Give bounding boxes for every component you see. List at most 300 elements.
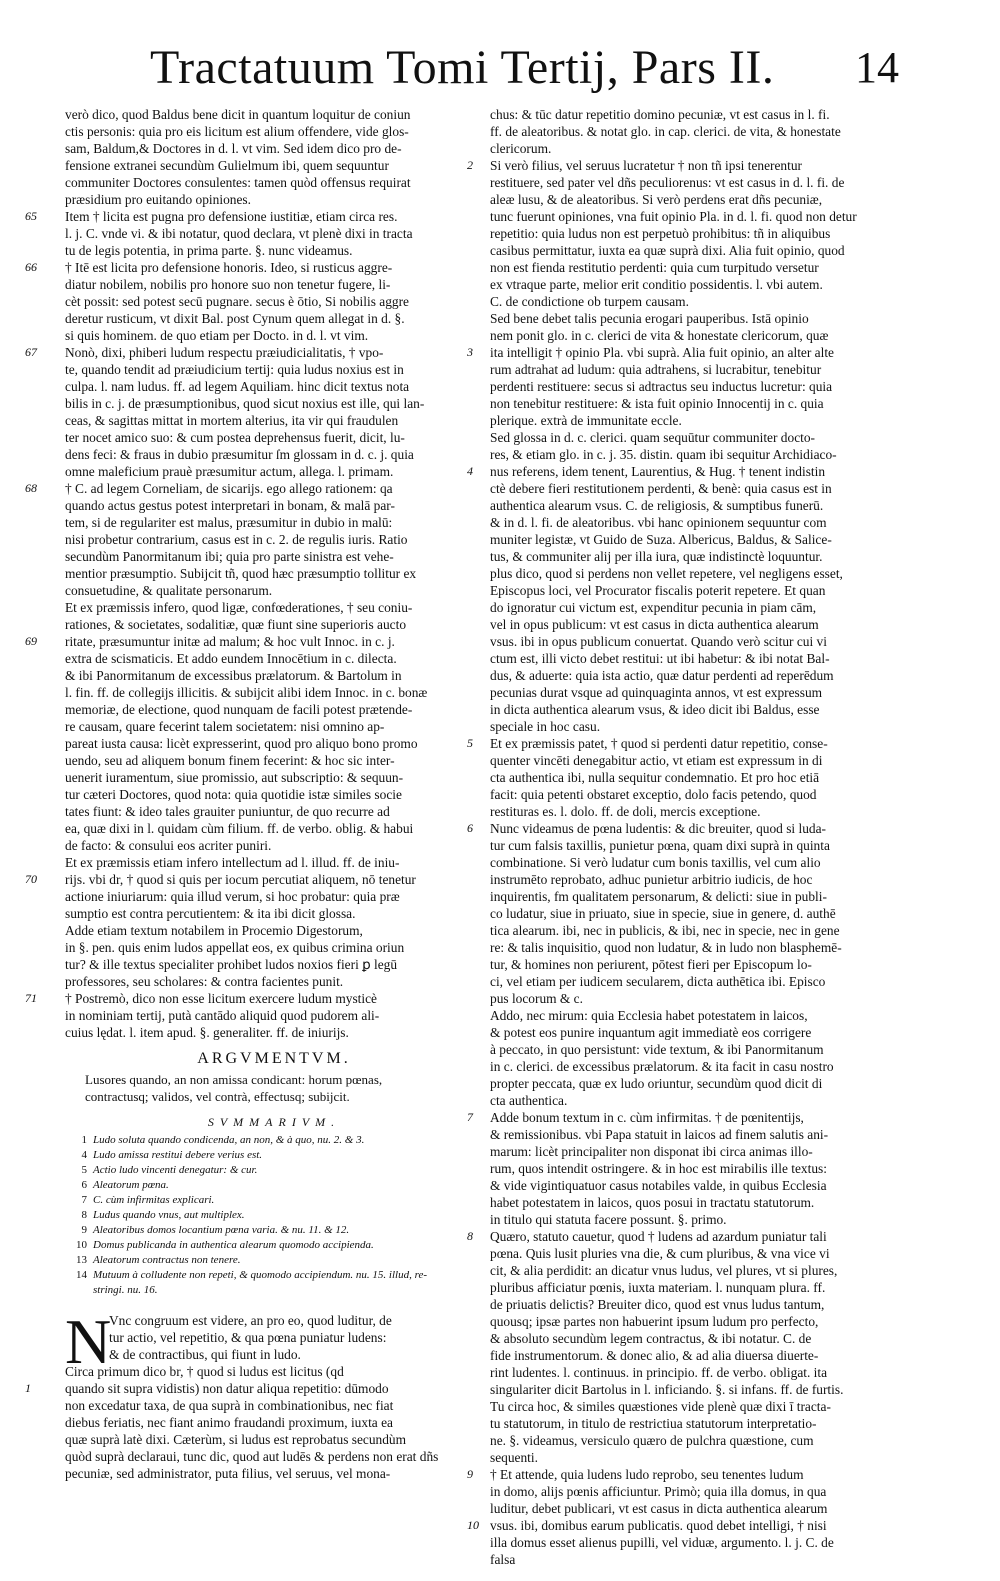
- line-text: re: & talis inquisitio, quod non ludatur, & in ludo non blasphemē-: [490, 940, 842, 955]
- line-text: speciale in hoc casu.: [490, 719, 601, 734]
- argumentum-line: contractusq; validos, vel contrà, effectusq; subijcit.: [85, 1089, 350, 1104]
- marginal-number: 7: [467, 1110, 473, 1124]
- line-text: rationes, & societates, sodalitiæ, quæ fiunt sine superioris aucto: [65, 617, 407, 632]
- summarium-item: [65, 1268, 483, 1283]
- text-line: [490, 1092, 930, 1109]
- text-line: [25, 990, 483, 1007]
- marginal-number: 67: [25, 345, 37, 359]
- text-line: [490, 276, 930, 293]
- text-line: [65, 1007, 483, 1024]
- text-line: [65, 599, 483, 616]
- text-line: [490, 684, 930, 701]
- text-line: [25, 208, 483, 225]
- line-text: † C. ad legem Corneliam, de sicarijs. ego allego rationem: qa: [65, 481, 393, 496]
- text-line: [490, 1194, 930, 1211]
- line-text: Item † licita est pugna pro defensione iustitiæ, etiam circa res.: [65, 209, 398, 224]
- line-text: in §. pen. quis enim ludos appellat eos, ex quibus crimina oriun: [65, 940, 405, 955]
- text-line: [467, 1517, 930, 1534]
- text-line: [490, 1279, 930, 1296]
- line-text: professores, seu scholares: & contra facientes punit.: [65, 974, 344, 989]
- summarium-number: 6: [81, 1179, 87, 1191]
- line-text: tu statutorum, in titulo de restrictiua statutorum interpretatio-: [490, 1416, 817, 1431]
- line-text: & potest eos punire inquantum agit immediatè eos corrigere: [490, 1025, 812, 1040]
- line-text: te, quando tendit ad præiudicium tertij: quia ludus noxius est in: [65, 362, 404, 377]
- line-text: quenter vincēti denegabitur actio, vt etiam est expressum in di: [490, 753, 823, 768]
- text-line: [25, 344, 483, 361]
- line-text: tur? & ille textus specialiter prohibet ludos noxios fieri ꝑ legū: [65, 957, 398, 972]
- marginal-number: 68: [25, 481, 37, 495]
- line-text: sequenti.: [490, 1450, 538, 1465]
- line-text: pecunias durat vsque ad quinquaginta annos, vt est expressum: [490, 685, 823, 700]
- text-line: [25, 871, 483, 888]
- line-text: tu de legis potentia, in prima parte. §. nunc videamus.: [65, 243, 353, 258]
- line-text: ea, quæ dixi in l. quidam cùm filium. ff. de verbo. oblig. & habui: [65, 821, 414, 836]
- line-text: in dicta authentica alearum vsus, & ideo dicit ibi Baldus, esse: [490, 702, 820, 717]
- text-line: [490, 497, 930, 514]
- text-line: [467, 1109, 930, 1126]
- line-text: plus dico, quod si perdens non vellet repetere, vel negligens esset,: [490, 566, 843, 581]
- text-line: [490, 412, 930, 429]
- text-line: [65, 1448, 483, 1465]
- marginal-number: 71: [25, 991, 37, 1005]
- text-line: [490, 1160, 930, 1177]
- line-text: diebus feriatis, nec fiant animo fraudandi proximum, iuxta ea: [65, 1415, 393, 1430]
- text-line: [490, 208, 930, 225]
- line-text: res, & etiam glo. in c. j. 35. distin. quam ibi sequitur Archidiaco-: [490, 447, 837, 462]
- line-text: Addo, nec mirum: quia Ecclesia habet potestatem in laicos,: [490, 1008, 808, 1023]
- line-text: quousq; ipsæ partes non habuerint ipsum ludum pro perfecto,: [490, 1314, 819, 1329]
- text-line: [490, 888, 930, 905]
- marginal-number: 65: [25, 209, 37, 223]
- text-line: [65, 276, 483, 293]
- text-line: [65, 140, 483, 157]
- text-line: [490, 310, 930, 327]
- line-text: Sed glossa in d. c. clerici. quam sequūtur communiter docto-: [490, 430, 816, 445]
- text-line: [490, 395, 930, 412]
- text-line: [65, 718, 483, 735]
- line-text: de priuatis delictis? Breuiter dico, quod est vnus ludus tantum,: [490, 1297, 825, 1312]
- summarium-item: [65, 1148, 483, 1163]
- line-text: † Postremò, dico non esse licitum exercere ludum mysticè: [65, 991, 377, 1006]
- text-line: [490, 633, 930, 650]
- summarium-text: stringi. nu. 16.: [93, 1284, 158, 1296]
- line-text: verò dico, quod Baldus bene dicit in quantum loquitur de coniun: [65, 107, 411, 122]
- line-text: & absoluto secundùm legem contractus, & ibi notatur. C. de: [490, 1331, 812, 1346]
- line-text: in c. clerici. de excessibus prælatorum. & ita facit in casu nostro: [490, 1059, 834, 1074]
- marginal-number: 8: [467, 1229, 473, 1243]
- text-line: [65, 106, 483, 123]
- line-text: uenerit iuramentum, siue promissio, aut subscriptio: & sequun-: [65, 770, 404, 785]
- marginal-number: 3: [467, 345, 473, 359]
- line-text: consuetudine, & qualitate personarum.: [65, 583, 273, 598]
- text-line: [490, 973, 930, 990]
- text-line: [490, 514, 930, 531]
- line-text: actione iniuriarum: quia illud verum, si hoc probatur: quia præ: [65, 889, 400, 904]
- text-line: [490, 1381, 930, 1398]
- line-text: in nominiam tertij, putà cantādo aliquid quod pudorem ali-: [65, 1008, 380, 1023]
- text-line: [65, 157, 483, 174]
- text-line: [65, 667, 483, 684]
- text-line: [490, 1364, 930, 1381]
- marginal-number: 69: [25, 634, 37, 648]
- line-text: tates fiunt: & ideo tales grauiter puniuntur, de quo recurre ad: [65, 804, 390, 819]
- line-text: illa domus esset alienus pupilli, vel viduæ, argumento. l. j. C. de: [490, 1535, 834, 1550]
- line-text: quando sit supra vidistis) non datur aliqua repetitio: dūmodo: [65, 1381, 389, 1396]
- line-text: falsa: [490, 1552, 516, 1567]
- line-text: Et ex præmissis infero, quod ligæ, confœderationes, † seu coniu-: [65, 600, 413, 615]
- line-text: aleæ lusu, & de aleatoribus. Si verò perdens erat dñs pecuniæ,: [490, 192, 823, 207]
- summarium-item: [65, 1238, 483, 1253]
- text-line: [65, 412, 483, 429]
- line-text: cèt possit: sed potest secū pugnare. secus è ōtio, Si nobilis aggre: [65, 294, 409, 309]
- line-text: tur cum falsis taxillis, punietur pœna, quam dixi suprà in quinta: [490, 838, 830, 853]
- text-line: [65, 242, 483, 259]
- text-line: [65, 1431, 483, 1448]
- line-text: † Et attende, quia ludens ludo reprobo, seu tenentes ludum: [490, 1467, 804, 1482]
- line-text: authentica alearum vsus. C. de religiosis, & sumptibus funerū.: [490, 498, 824, 513]
- line-text: luditur, debet publicari, vt est casus in dicta authentica alearum: [490, 1501, 828, 1516]
- line-text: in domo, alijs pœnis afficiuntur. Primò; quia illa domus, in qua: [490, 1484, 827, 1499]
- text-line: tur actio, vel repetitio, & qua pœna puniatur ludens:: [109, 1330, 387, 1345]
- line-text: habet potestatem in laicos, quos posui in tractatu statutorum.: [490, 1195, 815, 1210]
- line-text: vsus. ibi in opus publicum conuertat. Quando verò scitur cui vi: [490, 634, 827, 649]
- text-line: [65, 752, 483, 769]
- line-text: co ludatur, siue in priuato, siue in specie, siue in genere, d. authē: [490, 906, 836, 921]
- text-line: [490, 650, 930, 667]
- line-text: diatur nobilem, nobilis pro honore suo non tenetur fugere, li-: [65, 277, 391, 292]
- line-text: deretur rusticum, vt dixit Bal. post Cynum quem allegat in d. §.: [65, 311, 405, 326]
- line-text: rint ludentes. l. continuus. in principio. ff. de verbo. obligat. ita: [490, 1365, 828, 1380]
- text-line: [490, 1041, 930, 1058]
- text-line: [490, 1058, 930, 1075]
- text-line: [65, 1363, 483, 1380]
- line-text: combinatione. Si verò ludatur cum bonis taxillis, vel cum alio: [490, 855, 821, 870]
- line-text: † Itē est licita pro defensione honoris. Ideo, si rusticus aggre-: [65, 260, 393, 275]
- line-text: propter peccata, quæ ex ludo oriuntur, secundùm quod dicit di: [490, 1076, 823, 1091]
- left-column: [25, 106, 483, 1482]
- line-text: Et ex præmissis patet, † quod si perdenti datur repetitio, conse-: [490, 736, 828, 751]
- marginal-number: 66: [25, 260, 37, 274]
- text-line: [490, 140, 930, 157]
- text-line: [65, 701, 483, 718]
- argumentum-heading: ARGVMENTVM.: [197, 1050, 351, 1067]
- line-text: quòd suprà declaraui, tunc dic, quod aut ludēs & perdens non erat dñs: [65, 1449, 439, 1464]
- text-line: [65, 786, 483, 803]
- text-line: [25, 480, 483, 497]
- page-number: 14: [855, 43, 899, 92]
- line-text: cuius lędat. l. item apud. §. generaliter. ff. de iniurijs.: [65, 1025, 349, 1040]
- text-line: [65, 327, 483, 344]
- text-line: [490, 769, 930, 786]
- text-line: [490, 956, 930, 973]
- summarium-text: Domus publicanda in authentica alearum quomodo accipienda.: [93, 1239, 374, 1251]
- summarium-item: [65, 1223, 483, 1238]
- line-text: de facto: & consului eos acriter puniri.: [65, 838, 272, 853]
- text-line: [490, 1296, 930, 1313]
- marginal-number: 5: [467, 736, 473, 750]
- line-text: rum adtrahat ad ludum: quia adtrahens, si lucrabitur, tenebitur: [490, 362, 822, 377]
- text-line: [490, 1245, 930, 1262]
- summarium-item: [65, 1193, 483, 1208]
- text-line: [65, 446, 483, 463]
- text-line: [490, 1398, 930, 1415]
- line-text: præsidium pro euitando opiniones.: [65, 192, 251, 207]
- line-text: Sed bene debet talis pecunia erogari pauperibus. Istā opinio: [490, 311, 809, 326]
- line-text: & ibi Panormitanum de excessibus prælatorum. & Bartolum in: [65, 668, 402, 683]
- page-header: [0, 38, 1000, 108]
- text-line: [490, 548, 930, 565]
- text-line: [65, 922, 483, 939]
- text-line: [490, 429, 930, 446]
- text-line: [490, 752, 930, 769]
- text-line: [490, 1075, 930, 1092]
- line-text: facit: quia petenti obstaret exceptio, dolo facis petendo, quod: [490, 787, 817, 802]
- text-line: [25, 259, 483, 276]
- line-text: inquirentis, fm qualitatem personarum, & delicti: siue in publi-: [490, 889, 827, 904]
- text-line: Vnc congruum est videre, an pro eo, quod luditur, de: [109, 1313, 392, 1328]
- summarium-number: 5: [81, 1164, 87, 1176]
- line-text: & remissionibus. vbi Papa statuit in laicos ad finem salutis ani-: [490, 1127, 829, 1142]
- line-text: in titulo qui statuta facere possunt. §. primo.: [490, 1212, 727, 1227]
- text-line: [490, 480, 930, 497]
- line-text: ctis personis: quia pro eis licitum est alium offendere, vide glos-: [65, 124, 409, 139]
- text-line: [65, 905, 483, 922]
- text-line: [490, 106, 930, 123]
- line-text: tur, & homines non periurent, pōtest fieri per Episcopum lo-: [490, 957, 812, 972]
- text-line: [65, 429, 483, 446]
- line-text: Tu circa hoc, & similes quæstiones vide plenè quæ dixi ī tracta-: [490, 1399, 831, 1414]
- line-text: nus referens, idem tenent, Laurentius, & Hug. † tenent indistin: [490, 464, 826, 479]
- line-text: chus: & tūc datur repetitio domino pecuniæ, vt est casus in l. fi.: [490, 107, 830, 122]
- summarium-item: [65, 1283, 483, 1298]
- text-line: [490, 1007, 930, 1024]
- line-text: Circa primum dico br, † quod si ludus est licitus (qd: [65, 1364, 344, 1379]
- summarium-text: Aleatorum pœna.: [93, 1179, 169, 1191]
- summarium-text: C. cùm infirmitas explicari.: [93, 1194, 215, 1206]
- line-text: ter nocet amico suo: & cum postea deprehensus fuerit, dicit, lu-: [65, 430, 405, 445]
- line-text: mentior præsumptio. Subijcit tñ, quod hæc præsumptio tollitur ex: [65, 566, 417, 581]
- text-line: [65, 123, 483, 140]
- text-line: [65, 582, 483, 599]
- running-title: Tractatuum Tomi Tertij, Pars II.: [150, 41, 775, 94]
- line-text: restituere, sed pater vel dñs peculiorenus: vt est casus in d. l. fi. de: [490, 175, 845, 190]
- text-line: [65, 310, 483, 327]
- line-text: quæ suprà latè dixi. Cæterùm, si ludus est reprobatus secundùm: [65, 1432, 407, 1447]
- summarium-number: 14: [76, 1269, 87, 1281]
- text-line: [65, 803, 483, 820]
- text-line: [65, 378, 483, 395]
- line-text: l. j. C. vnde vi. & ibi notatur, quod declara, vt plenè dixi in tracta: [65, 226, 413, 241]
- text-line: [65, 191, 483, 208]
- line-text: vel in opus publicum: vt est casus in dicta authentica alearum: [490, 617, 819, 632]
- line-text: non tenebitur restituere: & ista fuit opinio Innocentij in c. quia: [490, 396, 824, 411]
- summarium-text: Mutuum à colludente non repeti, & quomodo accipiendum. nu. 15. illud, re-: [93, 1269, 428, 1281]
- line-text: casibus permittatur, iuxta ea quæ suprà dixi. Alia fuit opinio, quod: [490, 243, 845, 258]
- text-line: [467, 463, 930, 480]
- summarium-item: [65, 1253, 483, 1268]
- line-text: tica alearum. ibi, nec in publicis, & ibi, nec in specie, nec in gene: [490, 923, 840, 938]
- line-text: pareat iusta causa: licèt expresserint, quod pro aliquo bono promo: [65, 736, 418, 751]
- text-line: [490, 242, 930, 259]
- text-line: [490, 701, 930, 718]
- text-line: [65, 854, 483, 871]
- text-line: [467, 1228, 930, 1245]
- marginal-number: 4: [467, 464, 473, 478]
- line-text: ctè debere fieri restitutionem perdenti, & benè: quia casus est in: [490, 481, 832, 496]
- line-text: rijs. vbi dr, † quod si quis per iocum percutiat aliquem, nō tenetur: [65, 872, 416, 887]
- line-text: culpa. l. nam ludus. ff. ad legem Aquiliam. hinc dicit textus nota: [65, 379, 410, 394]
- text-line: [490, 718, 930, 735]
- text-line: [490, 1262, 930, 1279]
- marginal-number: 10: [467, 1518, 479, 1532]
- argumentum-line: Lusores quando, an non amissa condicant: horum pœnas,: [85, 1072, 383, 1087]
- text-line: [490, 599, 930, 616]
- line-text: cit, & alia perdidit: an dicatur vnus ludus, vel plures, vt si plures,: [490, 1263, 838, 1278]
- summarium-item: [65, 1208, 483, 1223]
- text-line: [490, 837, 930, 854]
- text-line: [490, 1432, 930, 1449]
- line-text: bilis in c. j. de præsumptionibus, quod sicut noxius est ille, qui lan-: [65, 396, 425, 411]
- line-text: ex vtraque parte, melior erit conditio possidentis. l. vbi autem.: [490, 277, 823, 292]
- text-line: [65, 684, 483, 701]
- text-line: [65, 939, 483, 956]
- text-line: [490, 1483, 930, 1500]
- summarium-text: Aleatoribus domos locantium pœna varia. & nu. 11. & 12.: [93, 1224, 350, 1236]
- line-text: restituras es. l. dolo. ff. de doli, mercis exceptione.: [490, 804, 761, 819]
- text-line: [65, 650, 483, 667]
- line-text: ne. §. videamus, versiculo quæro de pulchra quæstione, cum: [490, 1433, 814, 1448]
- line-text: ci, vel etiam per iudicem secularem, dicta authētica ibi. Episco: [490, 974, 826, 989]
- line-text: marum: licèt principaliter non disponat ibi circa animas illo-: [490, 1144, 813, 1159]
- text-line: [490, 616, 930, 633]
- marginal-number: 6: [467, 821, 473, 835]
- text-line: [65, 769, 483, 786]
- line-text: extra de scismaticis. Et addo eundem Innocētium in c. dilecta.: [65, 651, 397, 666]
- line-text: Nonò, dixi, phiberi ludum respectu præiudicialitatis, † vpo-: [65, 345, 384, 360]
- line-text: ceas, & sagittas mittat in mortem alterius, ita vir qui fraudulen: [65, 413, 399, 428]
- line-text: rum, quos intendit ostringere. & in hoc est mirabilis ille textus:: [490, 1161, 827, 1176]
- line-text: pecuniæ, sed administrator, puta filius, vel seruus, vel mona-: [65, 1466, 391, 1481]
- text-line: [25, 1380, 483, 1397]
- summarium-number: 8: [81, 1209, 87, 1221]
- text-line: [490, 1177, 930, 1194]
- text-line: [490, 531, 930, 548]
- line-text: omne maleficium prauè præsumitur actum, allega. l. primam.: [65, 464, 394, 479]
- summarium-item: [65, 1133, 483, 1148]
- summarium-number: 4: [81, 1149, 87, 1161]
- line-text: memoriæ, de electione, quod nunquam de facili potest prætende-: [65, 702, 413, 717]
- line-text: dus, & aduerte: quia ista actio, quæ datur perdenti ad reperēdum: [490, 668, 834, 683]
- text-line: & de contractibus, qui fiunt in ludo.: [109, 1347, 301, 1362]
- summarium-heading: SVMMARIVM.: [207, 1115, 341, 1129]
- text-line: [490, 1415, 930, 1432]
- line-text: secundùm Panormitanum ibi; quia pro parte sinistra est vehe-: [65, 549, 394, 564]
- text-line: [65, 1414, 483, 1431]
- text-line: [25, 633, 483, 650]
- line-text: & in d. l. fi. de aleatoribus. vbi hanc opinionem sequuntur com: [490, 515, 827, 530]
- line-text: fensione extranei secundùm Gulielmum ibi, quem sequuntur: [65, 158, 389, 173]
- line-text: uendo, seu ad aliquem bonum finem fecerint: & hoc sic inter-: [65, 753, 395, 768]
- line-text: Nunc videamus de pœna ludentis: & dic breuiter, quod si luda-: [490, 821, 827, 836]
- text-line: [490, 1211, 930, 1228]
- text-line: [490, 565, 930, 582]
- line-text: fide instrumentorum. & donec alio, & ad alia diuersa diuerte-: [490, 1348, 819, 1363]
- text-line: [490, 225, 930, 242]
- line-text: nisi probetur contrarium, casus est in c. 2. de regulis iuris. Ratio: [65, 532, 408, 547]
- marginal-number: 2: [467, 158, 473, 172]
- text-line: [65, 820, 483, 837]
- text-line: [490, 939, 930, 956]
- summarium-text: Aleatorum contractus non tenere.: [93, 1254, 241, 1266]
- text-line: [65, 497, 483, 514]
- text-line: [490, 667, 930, 684]
- line-text: communiter Doctores consulentes: tamen quòd offensus requirat: [65, 175, 411, 190]
- line-text: & vide vigintiquatuor casus notabiles valde, in quibus Ecclesia: [490, 1178, 827, 1193]
- line-text: quando actus gestus potest interpretari in bonam, & malā par-: [65, 498, 395, 513]
- text-line: [490, 1500, 930, 1517]
- line-text: si quis hominem. de quo etiam per Docto. in d. l. vt vim.: [65, 328, 369, 343]
- drop-cap: N: [65, 1306, 112, 1377]
- text-line: [65, 956, 483, 973]
- line-text: ctum est, illi victo debet restitui: ut ibi habetur: & ibi notat Bal-: [490, 651, 830, 666]
- line-text: cta authentica ibi, nulla sequitur condemnatio. Et pro hoc etiā: [490, 770, 820, 785]
- line-text: Adde bonum textum in c. cùm infirmitas. † de pœnitentijs,: [490, 1110, 804, 1125]
- line-text: non est fienda restitutio perdenti: quia cum turpitudo versetur: [490, 260, 819, 275]
- text-line: [490, 1313, 930, 1330]
- summarium-text: Ludo amissa restitui debere verius est.: [93, 1149, 263, 1161]
- text-line: [65, 463, 483, 480]
- text-line: [490, 1126, 930, 1143]
- line-text: Episcopus loci, vel Procurator fiscalis poterit repetere. Et quan: [490, 583, 826, 598]
- text-line: [65, 225, 483, 242]
- line-text: non excedatur taxa, de qua suprà in combinationibus, nec fiat: [65, 1398, 394, 1413]
- summarium-number: 9: [81, 1224, 87, 1236]
- text-line: [490, 922, 930, 939]
- summarium-item: [65, 1178, 483, 1193]
- line-text: repetitio: quia ludus non est perpetuò prohibitus: tñ in aliquibus: [490, 226, 831, 241]
- text-line: [490, 905, 930, 922]
- text-line: [490, 803, 930, 820]
- summarium-number: 10: [76, 1239, 87, 1251]
- line-text: cta authentica.: [490, 1093, 568, 1108]
- text-line: [65, 837, 483, 854]
- text-line: [490, 871, 930, 888]
- line-text: dens feci: & fraus in dubio præsumitur ſm glossam in d. c. j. quia: [65, 447, 414, 462]
- text-line: [490, 378, 930, 395]
- text-line: [65, 395, 483, 412]
- text-line: [65, 361, 483, 378]
- line-text: tem, si de regulariter est malus, præsumitur in dubio in malū:: [65, 515, 393, 530]
- text-line: [65, 735, 483, 752]
- text-line: [65, 1024, 483, 1041]
- text-line: [490, 293, 930, 310]
- text-line: [490, 786, 930, 803]
- line-text: ita intelligit † opinio Pla. vbi suprà. Alia fuit opinio, an alter alte: [490, 345, 835, 360]
- line-text: pus locorum & c.: [490, 991, 583, 1006]
- summarium-number: 13: [76, 1254, 87, 1266]
- text-line: [65, 1397, 483, 1414]
- text-line: [65, 973, 483, 990]
- text-line: [490, 582, 930, 599]
- summarium-number: 1: [81, 1134, 87, 1146]
- line-text: ff. de aleatoribus. & notat glo. in cap. clerici. de vita, & honestate: [490, 124, 841, 139]
- text-line: [490, 1449, 930, 1466]
- line-text: à peccato, in quo persistunt: vide textum, & ibi Panormitanum: [490, 1042, 824, 1057]
- line-text: Quæro, statuto cauetur, quod † ludens ad azardum puniatur tali: [490, 1229, 827, 1244]
- text-line: [65, 616, 483, 633]
- text-line: [490, 1330, 930, 1347]
- summarium-text: Ludus quando vnus, aut multiplex.: [93, 1209, 245, 1221]
